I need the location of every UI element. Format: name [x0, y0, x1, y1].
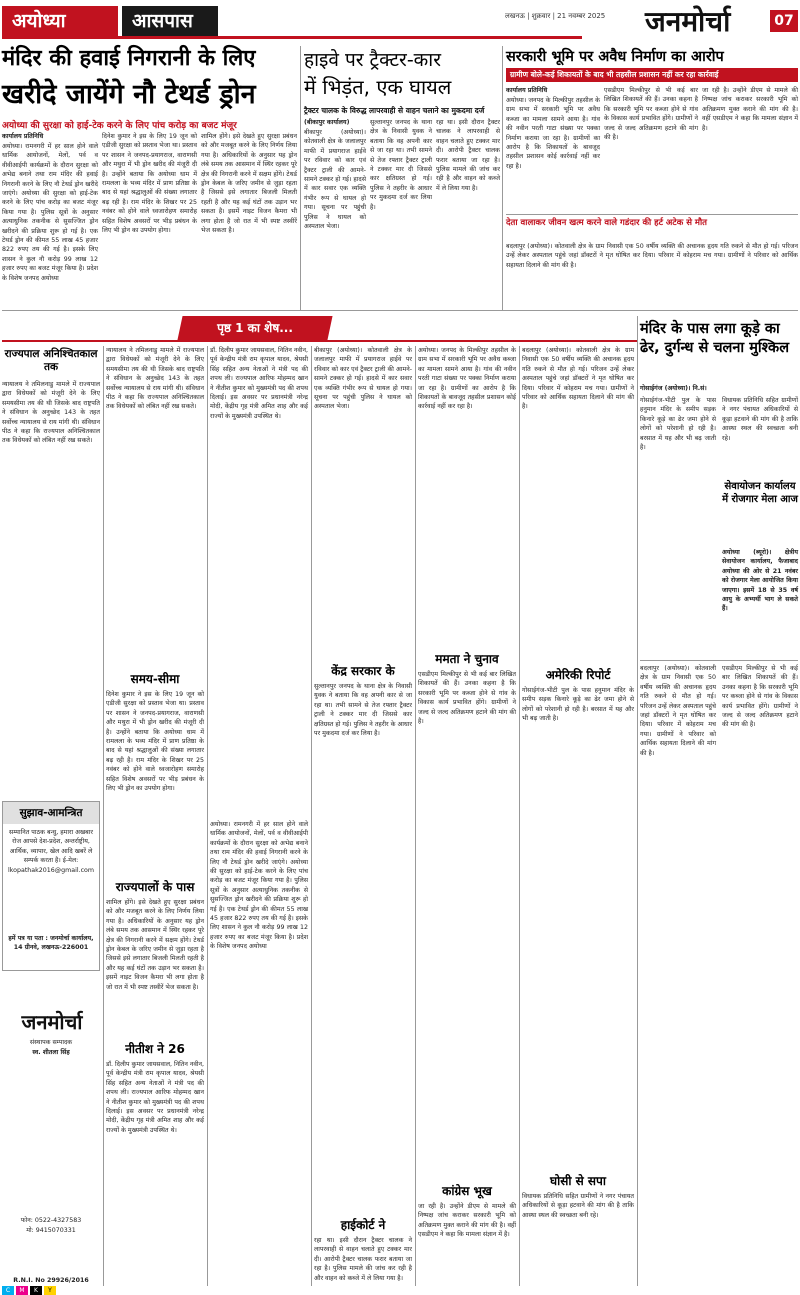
tab-underline — [2, 36, 582, 39]
divider — [519, 346, 520, 1286]
headline-line-2: में भिड़ंत, एक घायल — [304, 75, 452, 99]
story-body: अयोध्या। जनपद के मिल्कीपुर तहसील के ग्राम सभा में सरकारी भूमि पर अवैध कब्जा का मामला सामने आया है। गांव की नवीन परती गाटा संख्या पर पक्का निर्माण कराया जा रहा है। ग्रामीणों का आरोप है कि शिकायतों के बावजूद तहसील प्रशासन कोई कार्रवाई नहीं कर रहा है। — [418, 347, 519, 411]
jump-column-6 — [522, 346, 637, 1288]
story-column: बीकापुर (अयोध्या)। कोतवाली क्षेत्र के जलालपुर माफी में प्रयागराज हाईवे पर रविवार को कार एवं ट्रैक्टर ट्राली की आमने-सामने टक्कर हो गई। हादसे में कार सवार एक व्यक्ति गंभीर रूप से घायल हो गया। सूचना पर पहुंची पुलिस ने घायल को अस्पताल भेजा। — [304, 129, 369, 231]
story-column: शामिल होंगे। इसे देखते हुए सुरक्षा प्रबंधन को और मजबूत करने के लिए निर्णय लिया गया है। अधिकारियों के अनुसार यह ड्रोन लंबे समय तक आसमान में स्थिर रहकर पूरे क्षेत्र की निगरानी करने में सक्षम होंगे। टेथर्ड ड्रोन केबल के जरिए जमीन से जुड़ा रहता है जिससे इसे लगातार बिजली मिलती रहती है और यह कई घंटों तक उड़ान भर सकता है। इसमें नाइट विजन कैमरा भी लगा होता है जो रात में भी स्पष्ट तस्वीरें भेज सकता है। — [201, 133, 300, 235]
byline: कार्यालय प्रतिनिधि — [506, 87, 548, 94]
story-body: न्यायालय ने तमिलनाडु मामले में राज्यपाल द्वारा विधेयकों को मंजूरी देने के लिए समयसीमा तय की थी जिसके बाद राष्ट्रपति ने संविधान के अनुच्छेद 143 के तहत सर्वोच्च न्यायालय से राय मांगी थी। संविधान पीठ ने कहा कि राज्यपाल अनिश्चितकाल तक विधेयकों को लंबित नहीं रख सकते। — [106, 347, 207, 411]
subheadline: ट्रैक्टर चालक के विरुद्ध लापरवाही से वाहन चलाने का मुकदमा दर्ज — [304, 106, 485, 115]
suggestion-title: सुझाव-आमन्त्रित — [3, 802, 99, 824]
story-column: रहा था। इसी दौरान ट्रैक्टर चालक ने लापरवाही से वाहन चलाते हुए टक्कर मार दी। आरोपी ट्रैक्टर चालक फरार बताया जा रहा है। पुलिस मामले की जांच कर रही है और वाहन को कब्जे में ले लिया गया है। — [436, 119, 503, 192]
byline: कार्यालय प्रतिनिधि — [2, 133, 44, 140]
dateline: लखनऊ | शुक्रवार | 21 नवम्बर 2025 — [505, 12, 606, 20]
color-mark-m: M — [16, 1286, 28, 1295]
story-drone — [2, 44, 298, 306]
story-body: गोसाईगंज-भीटी पुल के पास हनुमान मंदिर के समीप सड़क किनारे कूड़े का ढेर जमा होने से लोगों को परेशानी हो रही है। बरसात में यह और भी बढ़ जाती है। — [522, 687, 637, 723]
divider — [103, 346, 104, 1286]
suggestion-body: सम्मानित पाठक बन्धु, हमारा अखबार रोज आपसे देश-प्रदेश, अन्तर्राष्ट्रीय, आर्थिक, व्यापार, खेल आदि खबरें ले सम्पर्क करता है। ई-मेल: lkopathak2016@gmail.com — [7, 829, 95, 874]
contact-address: हमें पत्र या पता : जनमोर्चा कार्यालय, 14 ग्रीनवे, लखनऊ-226001 — [8, 935, 96, 952]
story-column: एसडीएम मिल्कीपुर से भी कई बार लिखित शिकायतें की हैं। उनका कहना है कि सरकारी भूमि पर कब्जा होने से गांव के विकास कार्य प्रभावित होंगे। ग्रामीणों ने जल्द से जल्द अतिक्रमण हटाने की मांग की है। — [604, 87, 701, 142]
story-body: डॉ. दिलीप कुमार जायसवाल, नितिन नवीन, पूर्व केन्द्रीय मंत्री राम कृपाल यादव, श्रेयसी सिंह सहित अन्य नेताओं ने मंत्री पद की शपथ ली। राज्यपाल आरिफ मोहम्मद खान ने नीतीश कुमार को मुख्यमंत्री पद की शपथ दिलाई। इस अवसर पर प्रधानमंत्री नरेन्द्र मोदी, केंद्रीय गृह मंत्री अमित शाह और कई राज्यों के मुख्यमंत्री उपस्थित थे। — [210, 347, 311, 420]
story-body: रहा था। इसी दौरान ट्रैक्टर चालक ने लापरवाही से वाहन चलाते हुए टक्कर मार दी। आरोपी ट्रैक्टर चालक फरार बताया जा रहा है। पुलिस मामले की जांच कर रही है और वाहन को कब्जे में ले लिया गया है। — [314, 1237, 415, 1282]
headline: सरकारी भूमि पर अवैध निर्माण का आरोप — [506, 49, 724, 65]
rni-number: R.N.I. No 29926/2016 — [13, 1277, 89, 1284]
box-title: सेवायोजन कार्यालय में रोजगार मेला आज — [722, 481, 798, 505]
subheadline: अयोध्या की सुरक्षा को हाई-टेक करने के लिए पांच करोड़ का बजट मंजूर — [2, 121, 237, 131]
jump-column-2 — [106, 346, 207, 1288]
section-head-samay-seema: समय-सीमा — [130, 672, 180, 686]
jump-banner — [177, 316, 332, 340]
section-head-ghosi: घोसी से सपा — [550, 1174, 606, 1188]
section-head-america-report: अमेरिकी रिपोर्ट — [545, 668, 611, 682]
divider — [640, 660, 798, 661]
section-tab-aaspaas[interactable]: आसपास — [122, 6, 218, 36]
story-heart-attack — [506, 216, 798, 310]
mobile: मो: 9415070331 — [26, 1227, 76, 1234]
story-body: दिनेश कुमार ने इस के लिए 19 जून को एडीजी सुरक्षा को प्रस्ताव भेजा था। प्रस्ताव पर शासन ने जनपद-प्रयागराज, वाराणसी और मथुरा में भी ड्रोन खरीद की मंजूरी दी है। उन्होंने बताया कि अयोध्या धाम में रामलला के भव्य मंदिर में प्राण प्रतिष्ठा के बाद से यहां श्रद्धालुओं की संख्या लगातार बढ़ रही है। राम मंदिर के शिखर पर 25 नवंबर को होने वाले ध्वजारोहण समारोह सहित विशेष अवसरों पर भीड़ प्रबंधन के लिए भी ड्रोन का उपयोग होगा। — [106, 691, 207, 793]
story-highway-accident — [304, 44, 503, 306]
headline-line-1: हाइवे पर ट्रैक्टर-कार — [304, 49, 441, 71]
section-head-rajyapal: राज्यपाल अनिश्चितकाल तक — [4, 348, 98, 373]
story-body: डॉ. दिलीप कुमार जायसवाल, नितिन नवीन, पूर्व केन्द्रीय मंत्री राम कृपाल यादव, श्रेयसी सिंह सहित अन्य नेताओं ने मंत्री पद की शपथ ली। राज्यपाल आरिफ मोहम्मद खान ने नीतीश कुमार को मुख्यमंत्री पद की शपथ दिलाई। इस अवसर पर प्रधानमंत्री नरेन्द्र मोदी, केंद्रीय गृह मंत्री अमित शाह और कई राज्यों के मुख्यमंत्री उपस्थित थे। — [106, 1061, 207, 1134]
section-head-rajyapalon: राज्यपालों के पास — [115, 880, 195, 894]
story-body: एसडीएम मिल्कीपुर से भी कई बार लिखित शिकायतें की हैं। उनका कहना है कि सरकारी भूमि पर कब्जा होने से गांव के विकास कार्य प्रभावित होंगे। ग्रामीणों ने जल्द से जल्द अतिक्रमण हटाने की मांग की है। — [418, 671, 519, 726]
story-column: सुल्तानपुर जनपद के थाना क्षेत्र के निवासी युवक ने बताया कि वह अपनी कार से जा रहा था। तभी सामने से तेज रफ्तार ट्रैक्टर ट्राली ने टक्कर मार दी जिससे कार क्षतिग्रस्त हो गई। पुलिस ने तहरीर के आधार पर मुकदमा दर्ज कर लिया है। — [370, 119, 435, 211]
jump-column-5 — [418, 346, 519, 1288]
phone: फोन: 0522-4327583 — [20, 1217, 82, 1224]
divider — [300, 46, 301, 310]
divider — [207, 346, 208, 1286]
divider — [415, 346, 416, 1286]
section-head-congress: कांग्रेस भूख — [442, 1184, 492, 1198]
box-body: अयोध्या (ब्यूरो)। क्षेत्रीय सेवायोजन कार्यालय, फैजाबाद अयोध्या की ओर से 21 नवंबर को रोजगार मेला आयोजित किया जाएगा। इसमें 18 से 35 वर्ष आयु के अभ्यर्थी भाग ले सकते हैं। — [722, 549, 800, 613]
color-mark-c: C — [2, 1286, 14, 1295]
logo: जनमोर्चा — [645, 5, 731, 38]
story-column: विधायक प्रतिनिधि सहित ग्रामीणों ने नगर पंचायत अधिकारियों से कूड़ा हटवाने की मांग की है ताकि आस्था स्थल की स्वच्छता बनी रहे। — [722, 397, 800, 442]
subheadline: ग्रामीण बोले-कई शिकायतों के बाद भी तहसील प्रशासन नहीं कर रहा कार्रवाई — [506, 68, 798, 82]
story-column: गोसाईगंज-भीटी पुल के पास हनुमान मंदिर के समीप सड़क किनारे कूड़े का ढेर जमा होने से लोगों को परेशानी हो रही है। बरसात में यह और भी बढ़ जाती है। — [640, 397, 719, 452]
divider — [637, 316, 638, 1286]
section-head-nitish: नीतीश ने 26 — [125, 1042, 185, 1056]
left-column — [2, 346, 103, 1288]
editor-label: संस्थापक सम्पादक — [29, 1039, 73, 1046]
headline-line-1: मंदिर की हवाई निगरानी के लिए — [2, 46, 256, 71]
story-body: अयोध्या। रामनगरी में हर साल होने वाले धार्मिक आयोजनों, मेलों, पर्व व वीवीआईपी कार्यक्रमों के दौरान सुरक्षा को अभेद्य बनाने तथा राम मंदिर की हवाई निगरानी करने के लिए नौ टेथर्ड ड्रोन खरीदे जाएंगे। अयोध्या की सुरक्षा को हाई-टेक करने के लिए पांच करोड़ का बजट मंजूर किया गया है। पुलिस सूत्रों के अनुसार अत्याधुनिक तकनीक से सुसज्जित ड्रोन खरीदने की प्रक्रिया शुरू हो गई है। एक टेथर्ड ड्रोन की कीमत 55 लाख 45 हजार 822 रुपए तय की गई है। इसके लिए शासन ने कुल नौ करोड़ 99 लाख 12 हजार रुपए का बजट मंजूर किया है। प्रदेश के विशेष जनपद अयोध्या — [210, 821, 311, 951]
story-body: बीकापुर (अयोध्या)। कोतवाली क्षेत्र के जलालपुर माफी में प्रयागराज हाईवे पर रविवार को कार एवं ट्रैक्टर ट्राली की आमने-सामने टक्कर हो गई। हादसे में कार सवार एक व्यक्ति गंभीर रूप से घायल हो गया। सूचना पर पहुंची पुलिस ने घायल को अस्पताल भेजा। — [314, 347, 415, 411]
color-mark-k: K — [30, 1286, 42, 1295]
story-column: अयोध्या। रामनगरी में हर साल होने वाले धार्मिक आयोजनों, मेलों, पर्व व वीवीआईपी कार्यक्रमों के दौरान सुरक्षा को अभेद्य बनाने तथा राम मंदिर की हवाई निगरानी करने के लिए नौ टेथर्ड ड्रोन खरीदे जाएंगे। अयोध्या की सुरक्षा को हाई-टेक करने के लिए पांच करोड़ का बजट मंजूर किया गया है। पुलिस सूत्रों के अनुसार अत्याधुनिक तकनीक से सुसज्जित ड्रोन खरीदने की प्रक्रिया शुरू हो गई है। एक टेथर्ड ड्रोन की कीमत 55 लाख 45 हजार 822 रुपए तय की गई है। इसके लिए शासन ने कुल नौ करोड़ 99 लाख 12 हजार रुपए का बजट मंजूर किया है। प्रदेश के विशेष जनपद अयोध्या — [2, 143, 101, 282]
section-head-highcourt: हाईकोर्ट ने — [340, 1218, 386, 1232]
divider — [311, 346, 312, 1286]
jump-banner-rule — [2, 340, 638, 342]
byline: गोसाईगंज (अयोध्या)। नि.सं। — [640, 385, 707, 392]
section-tab-ayodhya[interactable]: अयोध्या — [2, 6, 118, 36]
divider — [2, 310, 798, 311]
color-mark-y: Y — [44, 1286, 56, 1295]
jump-column-3 — [210, 346, 311, 1288]
story-column: एसडीएम मिल्कीपुर से भी कई बार लिखित शिकायतें की हैं। उनका कहना है कि सरकारी भूमि पर कब्जा होने से गांव के विकास कार्य प्रभावित होंगे। ग्रामीणों ने जल्द से जल्द अतिक्रमण हटाने की मांग की है। — [722, 665, 800, 729]
headline: देता वालाकर जीवन खत्म करने वाले गडंदार की हर्ट अटेक से मौत — [506, 218, 708, 228]
section-head-kendra: केंद्र सरकार के — [331, 664, 395, 678]
mini-logo: जनमोर्चा — [21, 1010, 83, 1034]
jump-banner-label: पृष्ठ 1 का शेष... — [217, 321, 293, 335]
suggestion-box — [2, 801, 100, 971]
registration-marks — [2, 1286, 798, 1295]
story-column: अयोध्या। जनपद के मिल्कीपुर तहसील के ग्राम सभा में सरकारी भूमि पर अवैध कब्जा का मामला सामने आया है। गांव की नवीन परती गाटा संख्या पर पक्का निर्माण कराया जा रहा है। ग्रामीणों का आरोप है कि शिकायतों के बावजूद तहसील प्रशासन कोई कार्रवाई नहीं कर रहा है। — [506, 97, 603, 170]
section-head-mamata: ममता ने चुनाव — [435, 652, 499, 666]
story-body: सुल्तानपुर जनपद के थाना क्षेत्र के निवासी युवक ने बताया कि वह अपनी कार से जा रहा था। तभी सामने से तेज रफ्तार ट्रैक्टर ट्राली ने टक्कर मार दी जिससे कार क्षतिग्रस्त हो गई। पुलिस ने तहरीर के आधार पर मुकदमा दर्ज कर लिया है। — [314, 683, 415, 738]
story-column: दिनेश कुमार ने इस के लिए 19 जून को एडीजी सुरक्षा को प्रस्ताव भेजा था। प्रस्ताव पर शासन ने जनपद-प्रयागराज, वाराणसी और मथुरा में भी ड्रोन खरीद की मंजूरी दी है। उन्होंने बताया कि अयोध्या धाम में रामलला के भव्य मंदिर में प्राण प्रतिष्ठा के बाद से यहां श्रद्धालुओं की संख्या लगातार बढ़ रही है। राम मंदिर के शिखर पर 25 नवंबर को होने वाले ध्वजारोहण समारोह सहित विशेष अवसरों पर भीड़ प्रबंधन के लिए भी ड्रोन का उपयोग होगा। — [102, 133, 200, 235]
headline: मंदिर के पास लगा कूड़े का ढेर, दुर्गन्ध से चलना मुश्किल — [640, 321, 790, 356]
page-number: 07 — [770, 10, 798, 32]
jump-column-4 — [314, 346, 415, 1288]
story-body: बदलापुर (अयोध्या)। कोतवाली क्षेत्र के ग्राम निवासी एक 50 वर्षीय व्यक्ति की अचानक हृदय गति रुकने से मौत हो गई। परिजन उन्हें लेकर अस्पताल पहुंचे जहां डॉक्टरों ने मृत घोषित कर दिया। परिवार में कोहराम मच गया। ग्रामीणों ने परिवार को आर्थिक सहायता दिलाने की मांग की है। — [522, 347, 637, 411]
story-body: न्यायालय ने तमिलनाडु मामले में राज्यपाल द्वारा विधेयकों को मंजूरी देने के लिए समयसीमा तय की थी जिसके बाद राष्ट्रपति ने संविधान के अनुच्छेद 143 के तहत सर्वोच्च न्यायालय से राय मांगी थी। संविधान पीठ ने कहा कि राज्यपाल अनिश्चितकाल तक विधेयकों को लंबित नहीं रख सकते। — [2, 381, 103, 445]
byline: (बीकापुर कार्यालय) — [304, 119, 350, 126]
story-body: शामिल होंगे। इसे देखते हुए सुरक्षा प्रबंधन को और मजबूत करने के लिए निर्णय लिया गया है। अधिकारियों के अनुसार यह ड्रोन लंबे समय तक आसमान में स्थिर रहकर पूरे क्षेत्र की निगरानी करने में सक्षम होंगे। टेथर्ड ड्रोन केबल के जरिए जमीन से जुड़ा रहता है जिससे इसे लगातार बिजली मिलती रहती है और यह कई घंटों तक उड़ान भर सकता है। इसमें नाइट विजन कैमरा भी लगा होता है जो रात में भी स्पष्ट तस्वीरें भेज सकता है। — [106, 899, 207, 991]
story-column: बदलापुर (अयोध्या)। कोतवाली क्षेत्र के ग्राम निवासी एक 50 वर्षीय व्यक्ति की अचानक हृदय गति रुकने से मौत हो गई। परिजन उन्हें लेकर अस्पताल पहुंचे जहां डॉक्टरों ने मृत घोषित कर दिया। परिवार में कोहराम मच गया। ग्रामीणों ने परिवार को आर्थिक सहायता दिलाने की मांग की है। — [640, 665, 719, 757]
right-lower-columns — [640, 664, 798, 1288]
editor-name: स्व. शीतला सिंह — [32, 1049, 70, 1056]
masthead — [0, 0, 800, 42]
divider — [502, 46, 503, 310]
story-body: जा रही है। उन्होंने डीएम से मामले की निष्पक्ष जांच कराकर सरकारी भूमि को अतिक्रमण मुक्त कराने की मांग की है। वहीं एसडीएम ने कहा कि मामला संज्ञान में है। — [418, 1203, 519, 1239]
divider — [506, 214, 798, 215]
story-body: विधायक प्रतिनिधि सहित ग्रामीणों ने नगर पंचायत अधिकारियों से कूड़ा हटवाने की मांग की है ताकि आस्था स्थल की स्वच्छता बनी रहे। — [522, 1193, 637, 1219]
story-land-encroachment — [506, 44, 798, 212]
story-column: जा रही है। उन्होंने डीएम से मामले की निष्पक्ष जांच कराकर सरकारी भूमि को अतिक्रमण मुक्त कराने की मांग की है। वहीं एसडीएम ने कहा कि मामला संज्ञान में है। — [702, 87, 800, 132]
headline-line-2: खरीदे जायेंगे नौ टेथर्ड ड्रोन — [2, 79, 256, 110]
story-body: बदलापुर (अयोध्या)। कोतवाली क्षेत्र के ग्राम निवासी एक 50 वर्षीय व्यक्ति की अचानक हृदय गति रुकने से मौत हो गई। परिजन उन्हें लेकर अस्पताल पहुंचे जहां डॉक्टरों ने मृत घोषित कर दिया। परिवार में कोहराम मच गया। ग्रामीणों ने परिवार को आर्थिक सहायता दिलाने की मांग की है। — [506, 243, 800, 269]
